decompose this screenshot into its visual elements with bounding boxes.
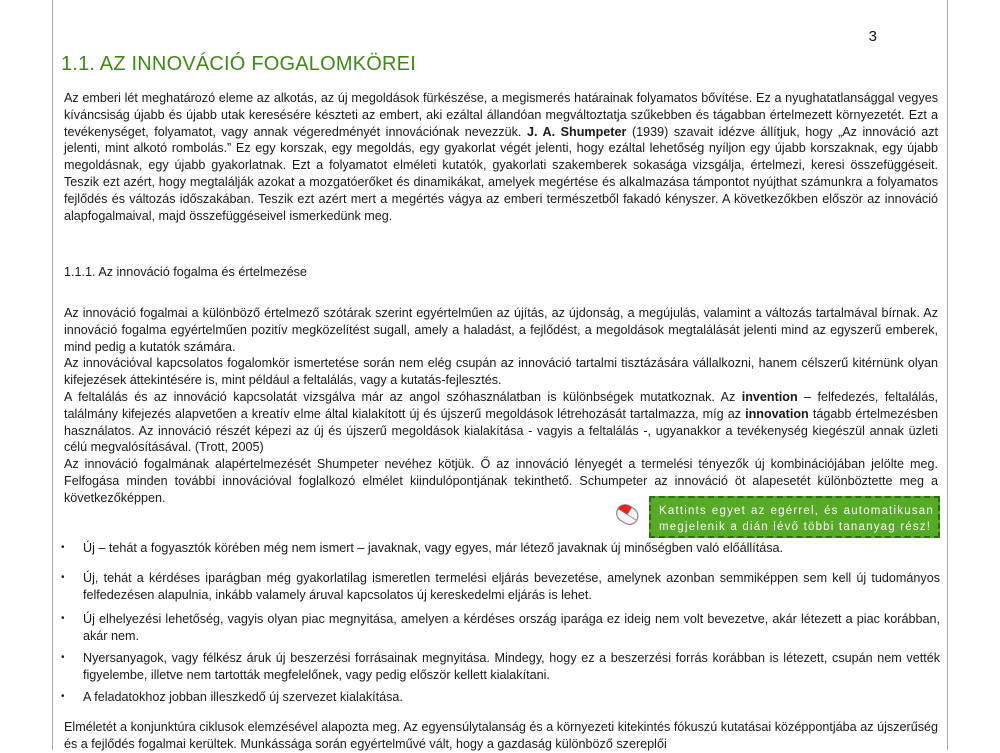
section-paragraph-4: Az innováció fogalmának alapértelmezését Shumpeter nevéhez kötjük. Ő az innováció lényegét a termelési tényezők új kombinációjában jelölte meg. Felfogása minden további innovációval foglalkozó elmélet kiindulópontjának tekinthető. Schumpeter az innováció öt alapesetét különböztette meg a következőképpen. [64,457,938,505]
author-name: J. A. Shumpeter [526,124,627,139]
term-innovation: innovation [745,406,809,421]
bullet-marker: • [61,652,65,663]
bullet-marker: • [61,572,65,583]
section-text-3c: tágabb értelmezésben használatos. Az innováció részét képezi az új és újszerű megoldások kialakítása - vagyis a feltalálás -, ugyanakkor a tevékenység kiegészül annak üzleti célú megvalósításával. (Trott, 2005) [64,406,939,455]
section-paragraph-3 [64,389,938,456]
list-item-text: Új – tehát a fogyasztók körében még nem ismert – javaknak, vagy egyes, már létező javaknak új minőségben való előállítása. [83,541,784,555]
hint-box[interactable] [649,496,940,538]
list-item-text: Új elhelyezési lehetőség, vagyis olyan piac megnyitása, amelyen a kérdéses ország iparága ez ideig nem volt bevezetve, akár létezett a piac korábban, akár nem. [83,612,940,643]
intro-paragraph [64,90,938,224]
mouse-icon [610,503,644,527]
list-item-text: Nyersanyagok, vagy félkész áruk új beszerzési forrásainak megnyitása. Mindegy, hogy ez a beszerzési forrás korábban is létezett, csupán nem vették figyelembe, illetve nem tartották megfelelőnek, vagy pedig először kellett kialakítani. [83,651,940,682]
slide-title: 1.1. AZ INNOVÁCIÓ FOGALOMKÖREI [61,53,416,75]
page-number: 3 [868,28,877,45]
section-body [64,305,938,507]
bullet-marker: • [61,542,65,553]
bullet-marker: • [61,691,65,702]
intro-text-1: Az emberi lét meghatározó eleme az alkotás, az új megoldások fürkészése, a megismerés határainak folyamatos bővítése. Ez a nyughatatlansággal vegyes kíváncsiság újabb és újabb utak keresésére készteti az embert, aki ezáltal állandóan megváltoztatja szűkebben és tágabban értelmezett környezetét. Ezt a tevékenységet, folyamatot, vagy annak végeredményét innovációnak nevezzük. [64,91,938,139]
term-invention: invention [741,389,798,404]
hint-text: Kattints egyet az egérrel, és automatikusan megjelenik a dián lévő többi tananyag rész! [659,505,934,533]
section-paragraph-2: Az innovációval kapcsolatos fogalomkör ismertetése során nem elég csupán az innováció tartalmi tisztázására vállalkozni, hanem célszerű kitérnünk olyan kifejezések áttekintésére is, mint például a feltalálás, vagy a kutatás-fejlesztés. [64,356,938,388]
list-item-text: Új, tehát a kérdéses iparágban még gyakorlatilag ismeretlen termelési eljárás bevezetése, amelynek azonban semmiképpen sem kell új tudományos felfedezésen alapulnia, inkább valamely áruval kapcsolatos új kereskedelmi eljárás is lehet. [83,571,940,602]
bullet-marker: • [61,613,65,624]
list-item-text: A feladatokhoz jobban illeszkedő új szervezet kialakítása. [83,690,403,704]
intro-text-2: (1939) szavait idézve állítjuk, hogy „Az innováció azt jelenti, mint alkotó rombolás.” Ez egy korszak, egy megoldás, egy gyakorlat végét jelenti, hogy ezáltal lehetőség nyíljon egy újabb korszaknak, egy újabb megoldásnak, egy újabb gyakorlatnak. Ezt a folyamatot elméleti kutatók, gyakorlati szakemberek sokasága vizsgálja, értelmezi, keresi összefüggéseit. Teszik ezt azért, hogy megtalálják azokat a mozgatóerőket és dinamikákat, amelyek megértése és alkalmazása támpontot nyújthat számunkra a folyamatos fejlődés és változás időszakában. Teszik ezt azért mert a megértés vágya az emberi természetből fakadó kényszer. A következőkben először az innováció alapfogalmaival, majd összefüggéseivel ismerkedünk meg. [64,124,939,223]
section-paragraph-1: Az innováció fogalmai a különböző értelmező szótárak szerint egyértelműen az újítás, az újdonság, a megújulás, valamint a változás tartalmával bírnak. Az innováció fogalma egyértelműen pozitív megközelítést sugall, amely a haladást, a fejlődést, a megoldások megtalálását jelenti mind az egyszerű emberek, mind pedig a kutatók számára. [64,306,938,354]
slide [52,0,948,750]
section-text-3a: A feltalálás és az innováció kapcsolatát vizsgálva már az angol szóhasználatban is különbségek mutatkoznak. Az [64,389,736,404]
section-text-3b: – felfedezés, feltalálás, találmány kifejezés alapvetően a kreatív elme által kialakított új és újszerű megoldások létrehozását tartalmazza, míg az [64,389,939,421]
closing-paragraph: Elméletét a konjunktúra ciklusok elemzésével alapozta meg. Az egyensúlytalanság és a környezeti kitekintés fókuszú kutatásai középpontjába az újszerűség és a fejlődés fogalmai kerültek. Munkássága során egyértelművé vált, hogy a gazdaság különböző szereplői [64,720,938,751]
section-heading: 1.1.1. Az innováció fogalma és értelmezése [64,265,307,279]
